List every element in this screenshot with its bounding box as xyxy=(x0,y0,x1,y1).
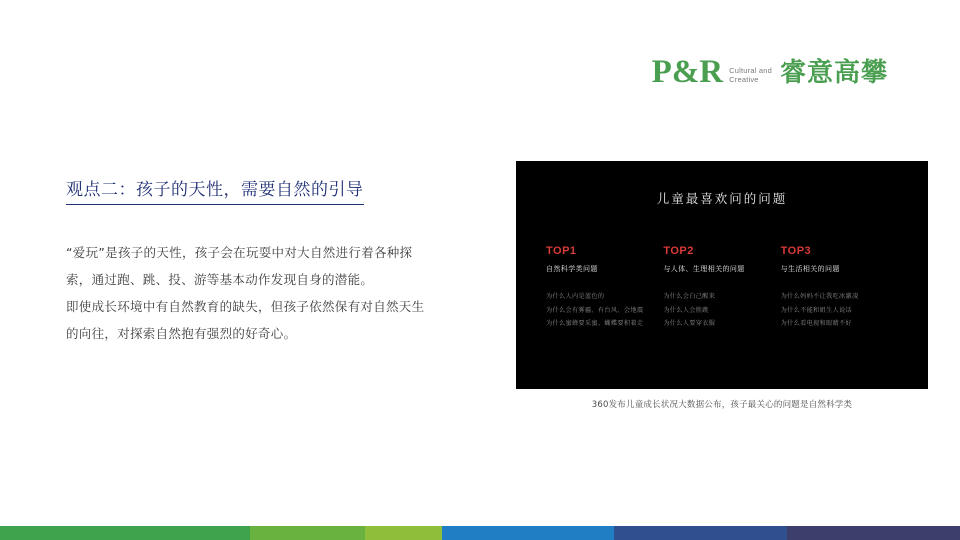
bar-segment-3 xyxy=(365,526,442,540)
infographic-column xyxy=(781,245,898,331)
footer-color-bar xyxy=(0,526,960,540)
list-item: 为什么人会胜跳 xyxy=(663,306,709,314)
list-item: 为什么会有雾霾、有台风、会地震 xyxy=(546,306,644,314)
body-text xyxy=(66,240,470,348)
list-item: 为什么不能和姐生人说话 xyxy=(780,306,852,314)
body-line-3: 即使成长环境中有自然教育的缺失，但孩子依然保有对自然天生 xyxy=(66,298,425,314)
bar-segment-5 xyxy=(614,526,787,540)
body-line-4: 的向往，对探索自然抱有强烈的好奇心。 xyxy=(66,325,297,341)
image-caption: 360发布儿童成长状况大数据公布，孩子最关心的问题是自然科学类 xyxy=(591,400,853,410)
bar-segment-1 xyxy=(0,526,250,540)
rank-subtitle: 与生活相关的问题 xyxy=(780,265,840,273)
logo-english-line1: Cultural and xyxy=(729,65,772,75)
brand-logo xyxy=(652,56,888,89)
list-item: 为什么看电视和眼睛不好 xyxy=(780,320,852,328)
rank-label: TOP1 xyxy=(546,245,577,257)
list-item: 为什么妈妈不让我吃冰激凌 xyxy=(780,293,859,300)
infographic-title: 儿童最喜欢问的问题 xyxy=(656,191,788,206)
infographic-column xyxy=(663,245,780,331)
list-item: 为什么会白己醒来 xyxy=(663,293,716,300)
list-item: 为什么人内是蓝色的 xyxy=(546,293,605,300)
list-item: 为什么蜜蜂要采蜜、蝴蝶要积着走 xyxy=(546,320,644,328)
bar-segment-4 xyxy=(442,526,615,540)
rank-subtitle: 与人体、生理相关的问题 xyxy=(663,265,745,273)
infographic-columns xyxy=(516,245,928,331)
logo-english-line2: Creative xyxy=(729,75,759,84)
logo-monogram: P&R xyxy=(651,54,724,90)
page-title: 观点二：孩子的天性，需要自然的引导 xyxy=(66,175,364,205)
list-item: 为什么人要穿衣服 xyxy=(663,320,716,328)
bar-segment-2 xyxy=(250,526,365,540)
logo-english xyxy=(729,61,772,85)
bar-segment-6 xyxy=(787,526,960,540)
rank-label: TOP2 xyxy=(663,245,694,257)
rank-subtitle: 自然科学类问题 xyxy=(546,265,598,273)
infographic-column xyxy=(546,245,663,331)
rank-label: TOP3 xyxy=(780,245,812,257)
infographic-panel xyxy=(516,161,928,389)
logo-chinese: 睿意高攀 xyxy=(779,57,888,88)
body-line-2: 索，通过跑、跳、投、游等基本动作发现自身的潜能。 xyxy=(66,271,374,287)
body-line-1: “爱玩”是孩子的天性，孩子会在玩耍中对大自然进行着各种探 xyxy=(66,245,413,260)
